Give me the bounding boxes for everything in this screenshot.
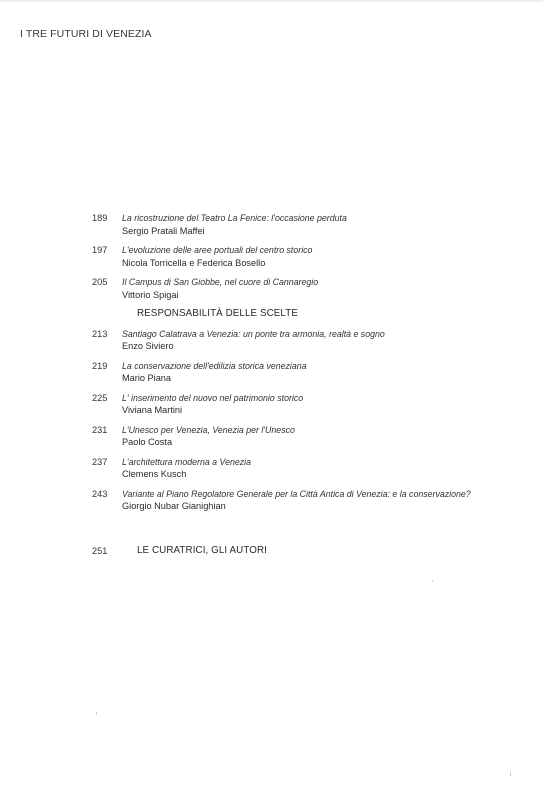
- toc-entry-author: Paolo Costa: [122, 437, 173, 447]
- toc-entry-title: Santiago Calatrava a Venezia: un ponte tra armonia, realtà e sogno: [122, 328, 385, 339]
- toc-entry: [92, 424, 532, 449]
- toc-section-heading: RESPONSABILITÀ DELLE SCELTE: [137, 308, 298, 319]
- toc-page-number: 189: [92, 213, 108, 223]
- toc-entry-text: [122, 392, 532, 417]
- toc-entry: [92, 212, 532, 237]
- toc-entry-author: Enzo Siviero: [122, 341, 174, 351]
- toc-entry-title: L' inserimento del nuovo nel patrimonio storico: [122, 392, 304, 403]
- toc-page-number: 219: [92, 360, 108, 371]
- toc-entry-author: Mario Piana: [122, 373, 172, 383]
- toc-entry-title: La conservazione dell'edilizia storica veneziana: [122, 360, 307, 371]
- toc-entry: [92, 244, 532, 269]
- toc-entry-text: [122, 212, 532, 237]
- toc-entry-text: [122, 456, 532, 481]
- toc-entry-title: La ricostruzione del Teatro La Fenice: l'occasione perduta: [122, 213, 347, 223]
- toc-entry-title: Il Campus di San Giobbe, nel cuore di Cannaregio: [122, 277, 319, 287]
- toc-entry-text: [122, 244, 532, 269]
- toc-entry-author: Giorgio Nubar Gianighian: [122, 501, 226, 511]
- toc-page-number: 197: [92, 245, 108, 255]
- page-top-edge: [0, 0, 543, 3]
- paper-speck: [96, 712, 97, 715]
- toc-entry: [92, 488, 532, 513]
- running-head: I TRE FUTURI DI VENEZIA: [20, 28, 152, 40]
- table-of-contents: [92, 212, 532, 557]
- toc-entry: [92, 328, 532, 353]
- toc-entry-author: Clemens Kusch: [122, 469, 187, 479]
- toc-entry: [92, 276, 532, 301]
- toc-entry-author: Sergio Pratali Maffei: [122, 225, 205, 236]
- paper-speck: [510, 772, 511, 776]
- toc-final-title: LE CURATRICI, GLI AUTORI: [137, 544, 267, 556]
- toc-entry: [92, 392, 532, 417]
- toc-entry-text: [122, 424, 532, 449]
- toc-entry-title: L'evoluzione delle aree portuali del centro storico: [122, 245, 313, 255]
- toc-entry-text: [122, 328, 532, 353]
- toc-page-number: 231: [92, 424, 108, 435]
- toc-entry-text: [122, 360, 532, 385]
- toc-entry-author: Viviana Martini: [122, 405, 183, 415]
- toc-page-number: 251: [92, 545, 108, 556]
- toc-entry-title: L'Unesco per Venezia, Venezia per l'Unesco: [122, 424, 295, 435]
- toc-page-number: 213: [92, 328, 108, 339]
- toc-entry-text: [122, 276, 532, 301]
- toc-entry-text: [122, 488, 532, 513]
- toc-entry: [92, 456, 532, 481]
- toc-entry-title: Variante al Piano Regolatore Generale per la Città Antica di Venezia: e la conservazione?: [122, 488, 471, 499]
- toc-page-number: 225: [92, 392, 108, 403]
- toc-entry-title: L'architettura moderna a Venezia: [122, 456, 251, 467]
- toc-entry-author: Vittorio Spigai: [122, 289, 179, 300]
- toc-entry: [92, 360, 532, 385]
- toc-entry-author: Nicola Torricella e Federica Bosello: [122, 257, 266, 268]
- toc-page-number: 237: [92, 456, 108, 467]
- toc-page-number: 243: [92, 488, 108, 499]
- paper-speck: [432, 580, 433, 582]
- toc-final-entry: [92, 545, 532, 558]
- toc-page-number: 205: [92, 277, 108, 287]
